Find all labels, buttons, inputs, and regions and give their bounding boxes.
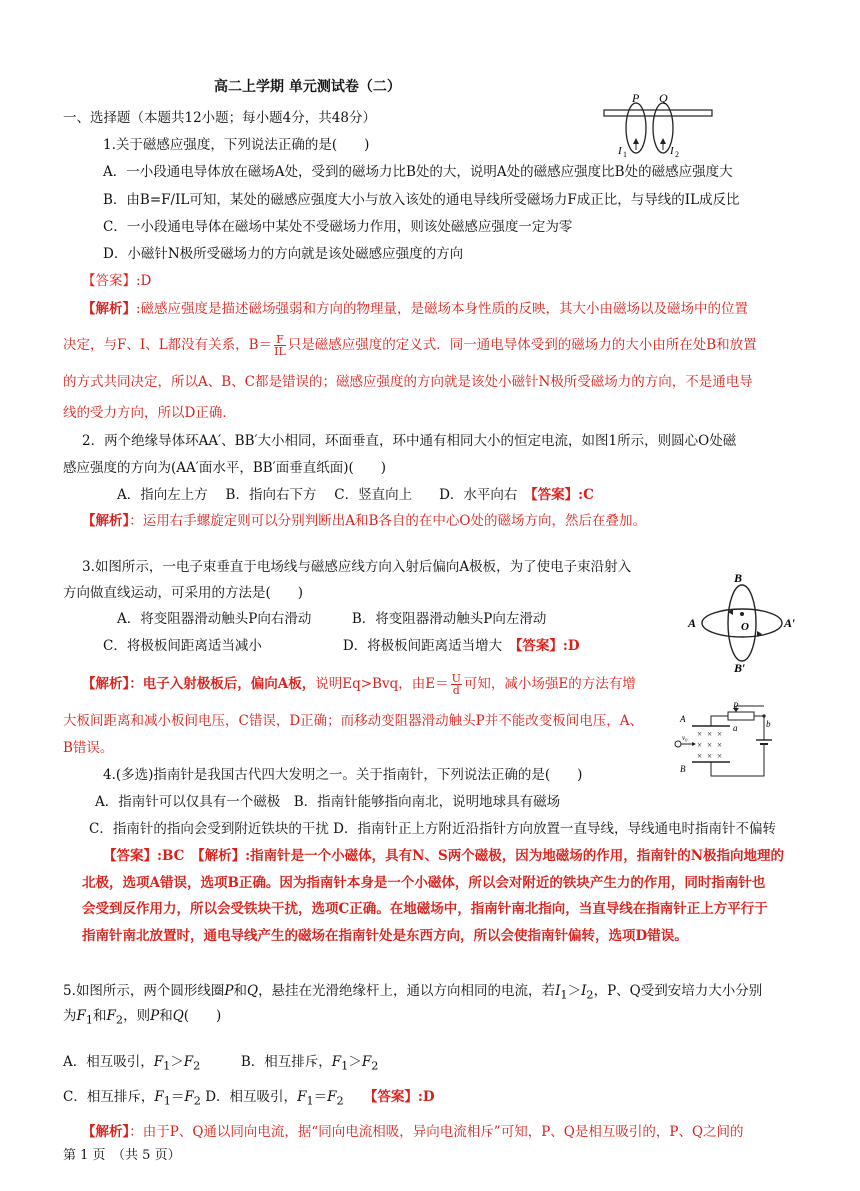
svg-text:×: × bbox=[717, 729, 723, 739]
svg-text:×: × bbox=[717, 751, 723, 761]
q1-option-c: C．一小段通电导体在磁场中某处不受磁场力作用，则该处磁感应强度一定为零 bbox=[103, 219, 573, 235]
fig-label-i1: I bbox=[618, 145, 622, 157]
q3-options-cd: C．将极板间距离适当减小 D．将极板间距离适当增大 【答案】:D bbox=[103, 638, 580, 654]
svg-text:×: × bbox=[697, 751, 703, 761]
svg-text:×: × bbox=[717, 740, 723, 750]
fig-label-p: P bbox=[632, 91, 640, 105]
q1-exp-label: 【解析】 bbox=[82, 301, 136, 317]
svg-text:×: × bbox=[697, 729, 703, 739]
q4-explanation-4: 指南针南北放置时，通电导线产生的磁场在指南针处是东西方向，所以会使指南针偏转，选项D错误。 bbox=[82, 928, 688, 944]
q4-explanation-2: 北极，选项A错误，选项B正确。因为指南针本身是一个小磁体，所以会对附近的铁块产生力的作用，同时指南针也 bbox=[82, 875, 766, 891]
fig-label-q: Q bbox=[659, 91, 668, 105]
q5-options-cd: C．相互排斥，$F_1=F_2$ D．相互吸引，$F_1=F_2$ 【答案】:D bbox=[63, 1089, 435, 1108]
q2-explanation: 【解析】：运用右手螺旋定则可以分别判断出A和B各自的在中心O处的磁场方向，然后在叠加。 bbox=[82, 513, 646, 529]
fig-label-i1-sub: 1 bbox=[623, 150, 627, 158]
q4-stem: 4.(多选)指南针是我国古代四大发明之一。关于指南针，下列说法正确的是( ) bbox=[103, 767, 583, 783]
q1-explanation-2: 决定，与F、I、L都没有关系，B＝ $\frac{F}{IL}$ 只是磁感应强度的定义式．同一通电导体受到的磁场力的大小由所在处B和放置 bbox=[63, 333, 757, 358]
q3-stem-2: 方向做直线运动，可采用的方法是( ) bbox=[63, 585, 304, 601]
q1-explanation-4: 线的受力方向，所以D正确． bbox=[63, 405, 236, 421]
q1-option-a: A．一小段通电导体放在磁场A处，受到的磁场力比B处的大，说明A处的磁感应强度比B处的磁感应强度大 bbox=[103, 164, 733, 180]
q3-answer: 【答案】:D bbox=[515, 638, 580, 654]
page-title: 高二上学期 单元测试卷（二） bbox=[214, 79, 401, 95]
q1-explanation-3: 的方式共同决定，所以A、B、C都是错误的；磁感应强度的方向就是该处小磁针N极所受磁场力的方向，不是通电导 bbox=[63, 374, 753, 390]
q5-answer: 【答案】:D bbox=[370, 1089, 435, 1105]
svg-text:×: × bbox=[707, 740, 713, 750]
q2-answer: 【答案】:C bbox=[530, 487, 594, 503]
q1-fraction: $\frac{F}{IL}$ bbox=[274, 333, 286, 358]
q1-option-b: B．由B=F/IL可知，某处的磁感应强度大小与放入该处的通电导线所受磁场力F成正比，与导线的IL成反比 bbox=[103, 192, 740, 208]
page-footer: 第 1 页 （共 5 页） bbox=[63, 1148, 181, 1163]
section-heading: 一、选择题（本题共12小题；每小题4分，共48分） bbox=[63, 110, 376, 126]
q1-answer: 【答案】:D bbox=[82, 273, 152, 289]
q3-explanation-1: 【解析】：电子入射极板后，偏向A板，说明Eq>Bvq，由E＝ $\frac{U}{d}$ 可知，减小场强E的方法有增 bbox=[82, 672, 636, 697]
q1-stem: 1.关于磁感应强度，下列说法正确的是( ) bbox=[103, 137, 370, 153]
fig-label-i2: I bbox=[670, 145, 674, 157]
q5-options-ab: A．相互吸引，$F_1>F_2$ B．相互排斥，$F_1>F_2$ bbox=[63, 1054, 379, 1073]
q3-fraction: $\frac{U}{d}$ bbox=[451, 672, 461, 697]
q4-explanation-1: 【答案】:BC 【解析】:指南针是一个小磁体，具有N、S两个磁极，因为地磁场的作用，指南针的N极指向地理的 bbox=[103, 848, 785, 864]
svg-text:×: × bbox=[707, 729, 713, 739]
q4-explanation-3: 会受到反作用力，所以会受铁块干扰，选项C正确。在地磁场中，指南针南北指向，当直导线在指南针正上方平行于 bbox=[82, 901, 768, 917]
q5-stem-1: 5.如图所示，两个圆形线圈P和Q，悬挂在光滑绝缘杆上，通以方向相同的电流，若$I_1>I_2$，P、Q受到安培力大小分别 bbox=[63, 983, 763, 1002]
figure-circuit bbox=[670, 700, 795, 780]
q4-options-ab: A．指南针可以仅具有一个磁极 B．指南针能够指向南北，说明地球具有磁场 bbox=[95, 794, 561, 810]
fig-ring-label-b2: B′ bbox=[734, 661, 746, 675]
fig-ring-label-a2: A′ bbox=[784, 616, 796, 630]
fig-circuit-label-v0: v₀ bbox=[682, 734, 688, 742]
q2-options: A．指向左上方 B．指向右下方 C．竖直向上 D．水平向右 【答案】:C bbox=[117, 487, 594, 503]
figure-perpendicular-rings bbox=[684, 568, 804, 678]
q3-options-ab: A．将变阻器滑动触头P向右滑动 B．将变阻器滑动触头P向左滑动 bbox=[117, 611, 547, 627]
q1-explanation-1: 【解析】:磁感应强度是描述磁场强弱和方向的物理量，是磁场本身性质的反映，其大小由磁场以及磁场中的位置 bbox=[82, 301, 749, 317]
q3-explanation-2: 大板间距离和减小板间电压，C错误，D正确；而移动变阻器滑动触头P并不能改变板间电压，A、 bbox=[63, 713, 643, 729]
fig-circuit-label-a: a bbox=[733, 723, 738, 733]
q3-explanation-3: B错误。 bbox=[63, 740, 114, 756]
svg-text:×: × bbox=[697, 740, 703, 750]
q5-explanation-1: 【解析】：由于P、Q通以同向电流，据“同向电流相吸，异向电流相斥”可知，P、Q是相互吸引的，P、Q之间的 bbox=[82, 1124, 744, 1140]
q3-stem-1: 3.如图所示，一电子束垂直于电场线与磁感应线方向入射后偏向A极板，为了使电子束沿射入 bbox=[82, 559, 632, 575]
figure-coils-pq bbox=[596, 88, 720, 158]
fig-ring-label-a: A bbox=[688, 616, 697, 630]
fig-label-i2-sub: 2 bbox=[675, 150, 679, 158]
q4-answer: 【答案】:BC bbox=[103, 848, 185, 864]
q5-stem-2: 为$F_1$和$F_2$，则P和Q( ) bbox=[63, 1008, 222, 1027]
q2-stem-2: 感应强度的方向为(AA′面水平，BB′面垂直纸面)( ) bbox=[63, 460, 387, 476]
fig-circuit-label-b-plate: B bbox=[680, 764, 686, 774]
q4-options-cd: C．指南针的指向会受到附近铁块的干扰 D．指南针正上方附近沿指针方向放置一直导线，导线通电时指南针不偏转 bbox=[89, 821, 776, 837]
fig-ring-label-o: O bbox=[741, 621, 749, 633]
q1-option-d: D．小磁针N极所受磁场力的方向就是该处磁感应强度的方向 bbox=[103, 246, 464, 262]
fig-ring-label-b: B bbox=[734, 571, 743, 585]
fig-circuit-label-p: P bbox=[733, 701, 739, 711]
svg-text:×: × bbox=[707, 751, 713, 761]
fig-circuit-label-b: b bbox=[766, 719, 771, 729]
q2-stem-1: 2．两个绝缘导体环AA′、BB′大小相同，环面垂直，环中通有相同大小的恒定电流，如图1所示，则圆心O处磁 bbox=[82, 433, 737, 449]
fig-circuit-label-a-plate: A bbox=[680, 714, 686, 724]
